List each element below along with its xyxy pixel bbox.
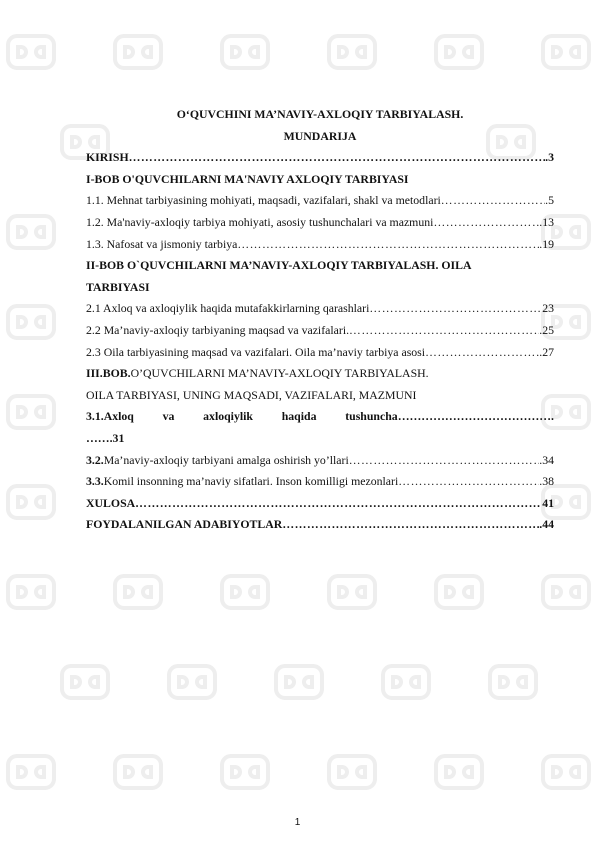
toc-page-number: .44 — [539, 517, 554, 532]
document-title: O‘QUVCHINI MA’NAVIY-AXLOQIY TARBIYALASH. — [176, 107, 464, 121]
toc-page-number: .25 — [539, 322, 554, 337]
chapter-title: O’QUVCHILARNI MA’NAVIY-AXLOQIY TARBIYALASH. — [130, 366, 429, 381]
toc-entry-adabiyotlar[interactable] — [86, 514, 554, 536]
toc-chapter-3-cont[interactable]: OILA TARBIYASI, UNING MAQSADI, VAZIFALARI, MAZMUNI — [86, 387, 417, 402]
toc-page-number: .27 — [539, 344, 554, 359]
dot-leader — [135, 493, 542, 515]
toc-entry-1-2[interactable] — [86, 212, 554, 234]
toc-chapter-1[interactable]: I-BOB O'QUVCHILARNI MA'NAVIY AXLOQIY TARBIYASI — [86, 171, 409, 186]
toc-page-number: 41 — [542, 495, 554, 510]
chapter-prefix: III.BOB. — [86, 366, 131, 381]
dot-leader — [441, 190, 545, 212]
section-prefix: 3.3. — [86, 474, 104, 489]
toc-chapter-3[interactable] — [86, 363, 554, 385]
dot-leader — [433, 212, 539, 234]
dot-leader — [129, 147, 546, 169]
toc-entry-1-3[interactable] — [86, 234, 554, 256]
toc-entry-kirish[interactable] — [86, 147, 554, 169]
toc-entry-3-1-cont[interactable]: …….31 — [86, 430, 125, 445]
toc-chapter-2-cont[interactable]: TARBIYASI — [86, 279, 150, 294]
toc-entry-text: 2.1 Axloq va axloqiylik haqida mutafakkirlarning qarashlari — [86, 301, 370, 316]
toc-entry-3-1[interactable]: 3.1.Axloq va axloqiylik haqida tushuncha…………………………………. — [86, 409, 554, 424]
page-number: 1 — [294, 817, 301, 828]
section-title: Ma’naviy-axloqiy tarbiyani amalga oshirish yo’llari — [103, 452, 349, 467]
dot-leader — [237, 234, 539, 256]
toc-entry-2-2[interactable] — [86, 320, 554, 342]
dot-leader — [425, 342, 539, 364]
toc-entry-text: 2.3 Oila tarbiyasining maqsad va vazifalari. Oila ma’naviy tarbiya asosi — [86, 344, 426, 359]
table-of-contents — [86, 104, 554, 536]
toc-entry-text: 1.3. Nafosat va jismoniy tarbiya — [86, 236, 238, 251]
toc-entry-2-3[interactable] — [86, 342, 554, 364]
toc-entry-text: KIRISH — [86, 150, 129, 165]
section-prefix: 3.2. — [86, 452, 104, 467]
section-title: Komil insonning ma’naviy sifatlari. Inson komilligi mezonlari — [103, 474, 399, 489]
toc-heading: MUNDARIJA — [283, 128, 357, 143]
dot-leader — [398, 471, 539, 493]
toc-entry-3-3[interactable] — [86, 471, 554, 493]
toc-page-number: .38 — [539, 474, 554, 489]
toc-entry-text — [86, 471, 398, 493]
toc-page-number: 23 — [542, 301, 554, 316]
toc-page-number: .5 — [545, 193, 554, 208]
dot-leader — [349, 320, 539, 342]
toc-page-number: .13 — [539, 214, 554, 229]
toc-entry-xulosa[interactable] — [86, 493, 554, 515]
toc-entry-text — [86, 450, 349, 472]
toc-entry-2-1[interactable] — [86, 298, 554, 320]
dot-leader — [349, 450, 540, 472]
toc-page-number: .19 — [539, 236, 554, 251]
toc-entry-3-2[interactable] — [86, 450, 554, 472]
toc-entry-text: 1.1. Mehnat tarbiyasining mohiyati, maqsadi, vazifalari, shakl va metodlari — [86, 193, 441, 208]
toc-page-number: .34 — [539, 452, 554, 467]
toc-page-number: .3 — [545, 150, 554, 165]
dot-leader — [369, 298, 542, 320]
toc-entry-text: 1.2. Ma'naviy-axloqiy tarbiya mohiyati, asosiy tushunchalari va mazmuni — [86, 214, 434, 229]
toc-entry-text: 2.2 Ma’naviy-axloqiy tarbiyaning maqsad va vazifalari. — [86, 322, 350, 337]
toc-entry-text: FOYDALANILGAN ADABIYOTLAR — [86, 517, 283, 532]
toc-entry-1-1[interactable] — [86, 190, 554, 212]
toc-entry-text: XULOSA — [86, 495, 136, 510]
toc-chapter-2[interactable]: II-BOB O`QUVCHILARNI MA’NAVIY-AXLOQIY TARBIYALASH. OILA — [86, 258, 472, 273]
dot-leader — [282, 514, 539, 536]
